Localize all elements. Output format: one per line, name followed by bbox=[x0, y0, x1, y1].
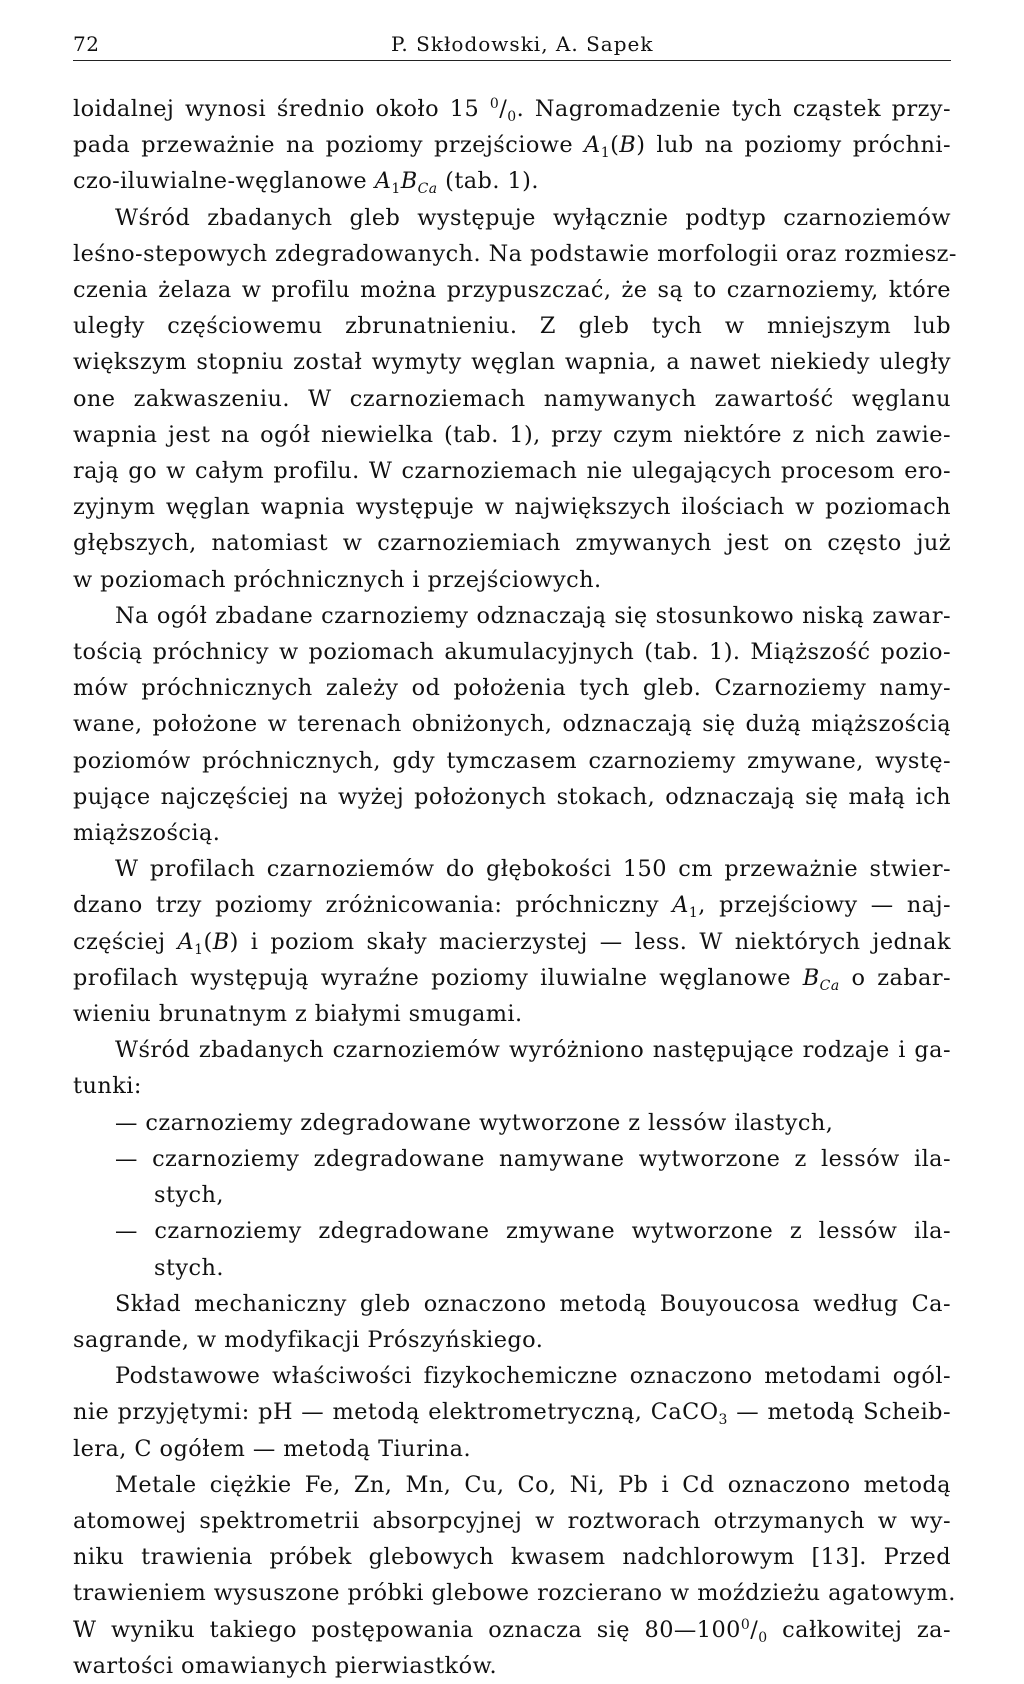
text-line: rają go w całym profilu. W czarnoziemach nie ulegających procesom ero- bbox=[73, 458, 951, 485]
page-header bbox=[73, 30, 951, 61]
text-line: Metale ciężkie Fe, Zn, Mn, Cu, Co, Ni, Pb i Cd oznaczono metodą bbox=[115, 1471, 951, 1498]
text-line: W wyniku takiego postępowania oznacza się $80—100^0/_0$ całkowitej za- bbox=[73, 1616, 951, 1646]
text-line: wieniu brunatnym z białymi smugami. bbox=[73, 1001, 523, 1028]
text-line: Na ogół zbadane czarnoziemy odznaczają się stosunkowo niską zawar- bbox=[115, 602, 951, 629]
text-line: częściej $A_1(B)$ i poziom skały macierzystej — less. W niektórych jednak bbox=[73, 928, 951, 958]
text-line: Wśród zbadanych czarnoziemów wyróżniono następujące rodzaje i ga- bbox=[115, 1037, 951, 1064]
text-line: wapnia jest na ogół niewielka (tab. 1), przy czym niektóre z nich zawie- bbox=[73, 421, 951, 448]
text-line: nie przyjętymi: pH — metodą elektrometryczną, CaCO$_3$ — metodą Scheib- bbox=[73, 1399, 951, 1429]
text-line: niku trawienia próbek glebowych kwasem nadchlorowym [13]. Przed bbox=[73, 1544, 951, 1571]
text-line: tunki: bbox=[73, 1073, 142, 1100]
text-line: one zakwaszeniu. W czarnoziemach namywanych zawartość węglanu bbox=[73, 385, 951, 412]
running-title: P. Skłodowski, A. Sapek bbox=[391, 32, 654, 56]
text-line: Wśród zbadanych gleb występuje wyłącznie podtyp czarnoziemów bbox=[115, 204, 951, 231]
list-item: — czarnoziemy zdegradowane zmywane wytworzone z lessów ila- bbox=[115, 1218, 951, 1245]
text-line: Podstawowe właściwości fizykochemiczne oznaczono metodami ogól- bbox=[115, 1363, 951, 1390]
text-line: w poziomach próchnicznych i przejściowych. bbox=[73, 566, 602, 593]
text-line: W profilach czarnoziemów do głębokości 150 cm przeważnie stwier- bbox=[115, 856, 951, 883]
text-line: tością próchnicy w poziomach akumulacyjnych (tab. 1). Miąższość pozio- bbox=[73, 639, 951, 666]
text-line: dzano trzy poziomy zróżnicowania: próchniczny $A_1$, przejściowy — naj- bbox=[73, 892, 951, 922]
text-line: loidalnej wynosi średnio około 15 $^0/_0$. Nagromadzenie tych cząstek przy- bbox=[73, 96, 951, 125]
list-item-continuation: stych. bbox=[154, 1254, 224, 1281]
text-line: atomowej spektrometrii absorpcyjnej w roztworach otrzymanych w wy- bbox=[73, 1507, 951, 1534]
text-line: Skład mechaniczny gleb oznaczono metodą Bouyoucosa według Ca- bbox=[115, 1290, 951, 1317]
text-line: wartości omawianych pierwiastków. bbox=[73, 1652, 498, 1679]
text-line: lera, C ogółem — metodą Tiurina. bbox=[73, 1435, 472, 1462]
text-line: mów próchnicznych zależy od położenia tych gleb. Czarnoziemy namy- bbox=[73, 675, 951, 702]
text-line: profilach występują wyraźne poziomy iluwialne węglanowe $B_{Ca}$ o zabar- bbox=[73, 964, 951, 994]
text-line: zyjnym węglan wapnia występuje w największych ilościach w poziomach bbox=[73, 494, 951, 521]
text-line: sagrande, w modyfikacji Prószyńskiego. bbox=[73, 1326, 544, 1353]
text-line: głębszych, natomiast w czarnoziemiach zmywanych jest on często już bbox=[73, 530, 951, 557]
body-text bbox=[73, 91, 957, 1684]
text-line: uległy częściowemu zbrunatnieniu. Z gleb tych w mniejszym lub bbox=[73, 313, 951, 340]
text-line: czo-iluwialne-węglanowe $A_1B_{Ca}$ (tab. 1). bbox=[73, 168, 539, 198]
list-item-continuation: stych, bbox=[154, 1182, 224, 1209]
text-line: pada przeważnie na poziomy przejściowe $A_1(B)$ lub na poziomy próchni- bbox=[73, 132, 951, 162]
text-line: wane, położone w terenach obniżonych, odznaczają się dużą miąższością bbox=[73, 711, 951, 738]
text-line: większym stopniu został wymyty węglan wapnia, a nawet niekiedy uległy bbox=[73, 349, 951, 376]
text-line: poziomów próchnicznych, gdy tymczasem czarnoziemy zmywane, wystę- bbox=[73, 747, 951, 774]
list-item: — czarnoziemy zdegradowane namywane wytworzone z lessów ila- bbox=[115, 1145, 951, 1172]
text-line: czenia żelaza w profilu można przypuszczać, że są to czarnoziemy, które bbox=[73, 277, 951, 304]
text-line: leśno-stepowych zdegradowanych. Na podstawie morfologii oraz rozmiesz- bbox=[73, 240, 957, 267]
page-number: 72 bbox=[73, 32, 100, 56]
text-line: trawieniem wysuszone próbki glebowe rozcierano w moździeżu agatowym. bbox=[73, 1580, 956, 1607]
page bbox=[73, 30, 957, 1684]
text-line: pujące najczęściej na wyżej położonych stokach, odznaczają się małą ich bbox=[73, 783, 951, 810]
list-item: — czarnoziemy zdegradowane wytworzone z lessów ilastych, bbox=[115, 1109, 834, 1136]
text-line: miąższością. bbox=[73, 820, 221, 847]
